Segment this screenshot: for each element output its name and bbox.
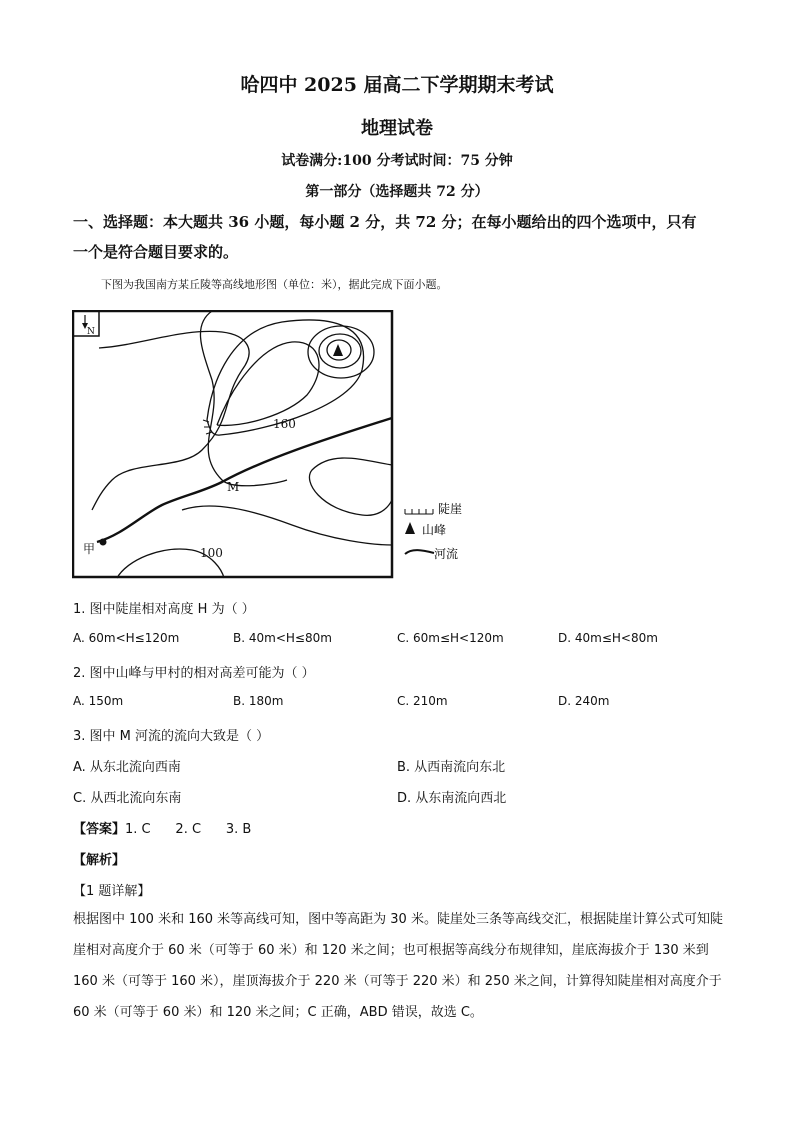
legend-peak-icon <box>405 522 415 534</box>
question-3-stem: 3. 图中 M 河流的流向大致是（ ） <box>73 729 270 744</box>
question-3-option-d: D. 从东南流向西北 <box>397 791 507 806</box>
analysis-label: 【解析】 <box>73 853 126 868</box>
question-intro: 下图为我国南方某丘陵等高线地形图（单位：米），据此完成下面小题。 <box>101 278 448 291</box>
question-2-option-b: B. 180m <box>233 694 284 708</box>
question-1-stem: 1. 图中陡崖相对高度 H 为（ ） <box>73 602 255 617</box>
answer-line <box>73 818 251 837</box>
answer-text: 1. C 2. C 3. B <box>125 822 252 837</box>
question-3-option-c: C. 从西北流向东南 <box>73 791 182 806</box>
contour-map-figure <box>72 310 542 582</box>
question-1-option-d: D. 40m≤H<80m <box>558 631 658 645</box>
north-label: N <box>87 327 95 337</box>
map-legend <box>405 501 462 561</box>
subject-title: 地理试卷 <box>361 118 433 139</box>
legend-cliff-label: 陡崖 <box>438 502 463 516</box>
legend-river-icon <box>405 550 434 554</box>
question-1-option-a: A. 60m<H≤120m <box>73 631 180 645</box>
section-heading-line2: 一个是符合题目要求的。 <box>73 243 239 261</box>
exam-info: 试卷满分:100 分考试时间：75 分钟 <box>281 153 513 169</box>
part-title: 第一部分（选择题共 72 分） <box>305 184 489 200</box>
peak-icon <box>333 344 343 356</box>
exam-title: 哈四中 2025 届高二下学期期末考试 <box>240 74 554 96</box>
map-frame <box>73 311 392 577</box>
village-jia-dot <box>100 539 107 546</box>
north-arrow-icon <box>73 311 99 337</box>
contour-lines <box>92 311 392 578</box>
question-2-option-a: A. 150m <box>73 694 124 708</box>
legend-cliff-icon <box>405 509 433 514</box>
question-2-option-c: C. 210m <box>397 694 448 708</box>
question-1-option-c: C. 60m≤H<120m <box>397 631 504 645</box>
answer-label: 【答案】 <box>73 822 126 837</box>
contour-label-160: 160 <box>273 417 296 431</box>
section-heading-line1: 一、选择题：本大题共 36 小题，每小题 2 分，共 72 分；在每小题给出的四个选项中，只有 <box>73 213 697 231</box>
detail-1-label: 【1 题详解】 <box>73 884 151 899</box>
question-2-stem: 2. 图中山峰与甲村的相对高差可能为（ ） <box>73 666 315 681</box>
question-2-option-d: D. 240m <box>558 694 610 708</box>
question-1-option-b: B. 40m<H≤80m <box>233 631 332 645</box>
contour-label-100: 100 <box>200 546 223 560</box>
river-m <box>97 418 392 542</box>
legend-peak-label: 山峰 <box>422 523 447 537</box>
legend-river-label: 河流 <box>434 547 459 561</box>
detail-1-paragraph: 根据图中 100 米和 160 米等高线可知，图中等高距为 30 米。陡崖处三条等高线交汇，根据陡崖计算公式可知陡崖相对高度介于 60 米（可等于 60 米）和 120 米之间；也可根据等高线分布规律知，崖底海拔介于 130 米到 160 米（可等于 160 米），崖顶海拔介于 220 米（可等于 220 米）和 250 米之间，计算得知陡崖相对高度介于 60 米（可等于 60 米）和 120 米之间；C 正确，ABD 错误，故选 C。 <box>73 912 723 1020</box>
question-3-option-b: B. 从西南流向东北 <box>397 760 506 775</box>
river-label-m: M <box>227 480 240 494</box>
question-3-option-a: A. 从东北流向西南 <box>73 760 181 775</box>
village-label-jia: 甲 <box>83 542 96 556</box>
